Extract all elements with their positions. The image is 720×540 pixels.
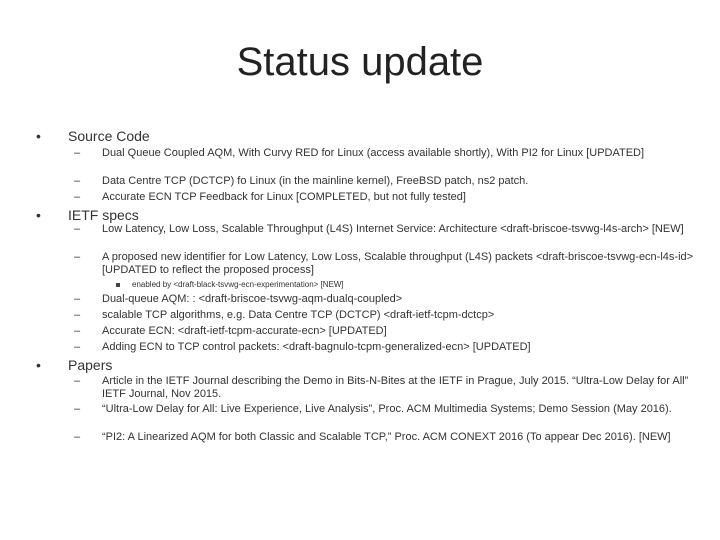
list-item: [74, 431, 684, 457]
list-item-text: Dual Queue Coupled AQM, With Curvy RED for Linux (access available shortly), With PI2 for Linux [UPDATED]: [102, 147, 645, 159]
list-item: [74, 251, 694, 277]
list-item-text: scalable TCP algorithms, e.g. Data Centre TCP (DCTCP) <draft-ietf-tcpm-dctcp>: [102, 309, 495, 321]
list-item: [74, 223, 684, 249]
list-item-text: Article in the IETF Journal describing the Demo in Bits-N-Bites at the IETF in Prague, July 2015. “Ultra-Low Delay for All” IETF Journal, Nov 2015.: [102, 375, 689, 400]
list-item: [74, 191, 684, 204]
list-item-text: Adding ECN to TCP control packets: <draft-bagnulo-tcpm-generalized-ecn> [UPDATED]: [102, 341, 531, 353]
list-item-text: “PI2: A Linearized AQM for both Classic and Scalable TCP,” Proc. ACM CONEXT 2016 (To appear Dec 2016). [NEW]: [102, 431, 671, 443]
list-item: [74, 341, 684, 354]
dash: –: [74, 341, 81, 353]
dash: –: [74, 375, 81, 387]
section-heading-label: Source Code: [68, 128, 150, 144]
dash: –: [74, 175, 81, 187]
list-item: [74, 175, 684, 188]
dash: –: [74, 309, 81, 321]
list-item-text: Accurate ECN TCP Feedback for Linux [COMPLETED, but not fully tested]: [102, 191, 466, 203]
section-heading-label: Papers: [68, 357, 113, 373]
list-item: [74, 403, 684, 429]
dash: –: [74, 293, 81, 305]
list-item-text: Accurate ECN: <draft-ietf-tcpm-accurate-ecn> [UPDATED]: [102, 325, 387, 337]
dash: –: [74, 191, 81, 203]
list-item: [74, 147, 684, 173]
list-item: [74, 309, 684, 322]
list-item-text: Data Centre TCP (DCTCP) fo Linux (in the mainline kernel), FreeBSD patch, ns2 patch.: [102, 175, 529, 187]
list-item: [74, 325, 684, 338]
dash: –: [74, 325, 81, 337]
dash: –: [74, 431, 81, 443]
list-item: [74, 375, 689, 401]
bullet: •: [36, 357, 41, 373]
dash: –: [74, 251, 81, 263]
list-item: [74, 293, 684, 306]
dash: –: [74, 147, 81, 159]
section-heading-label: IETF specs: [68, 207, 139, 223]
list-item-text: “Ultra-Low Delay for All: Live Experience, Live Analysis”, Proc. ACM Multimedia Systems; Demo Session (May 2016).: [102, 403, 672, 415]
slide-title: Status update: [236, 40, 484, 84]
list-item-text: Low Latency, Low Loss, Scalable Throughput (L4S) Internet Service: Architecture <draft-briscoe-tsvwg-l4s-arch> [NEW]: [102, 223, 684, 235]
bullet: •: [36, 207, 41, 223]
sub-list-item-text: enabled by <draft-black-tsvwg-ecn-experimentation> [NEW]: [132, 280, 344, 289]
square-bullet: [116, 283, 120, 287]
dash: –: [74, 403, 81, 415]
list-item-text: A proposed new identifier for Low Latency, Low Loss, Scalable throughput (L4S) packets <draft-briscoe-tsvwg-ecn-l4s-id> [UPDATED to reflect the proposed process]: [102, 251, 694, 276]
list-item-text: Dual-queue AQM: : <draft-briscoe-tsvwg-aqm-dualq-coupled>: [102, 293, 403, 305]
dash: –: [74, 223, 81, 235]
bullet: •: [36, 128, 41, 144]
